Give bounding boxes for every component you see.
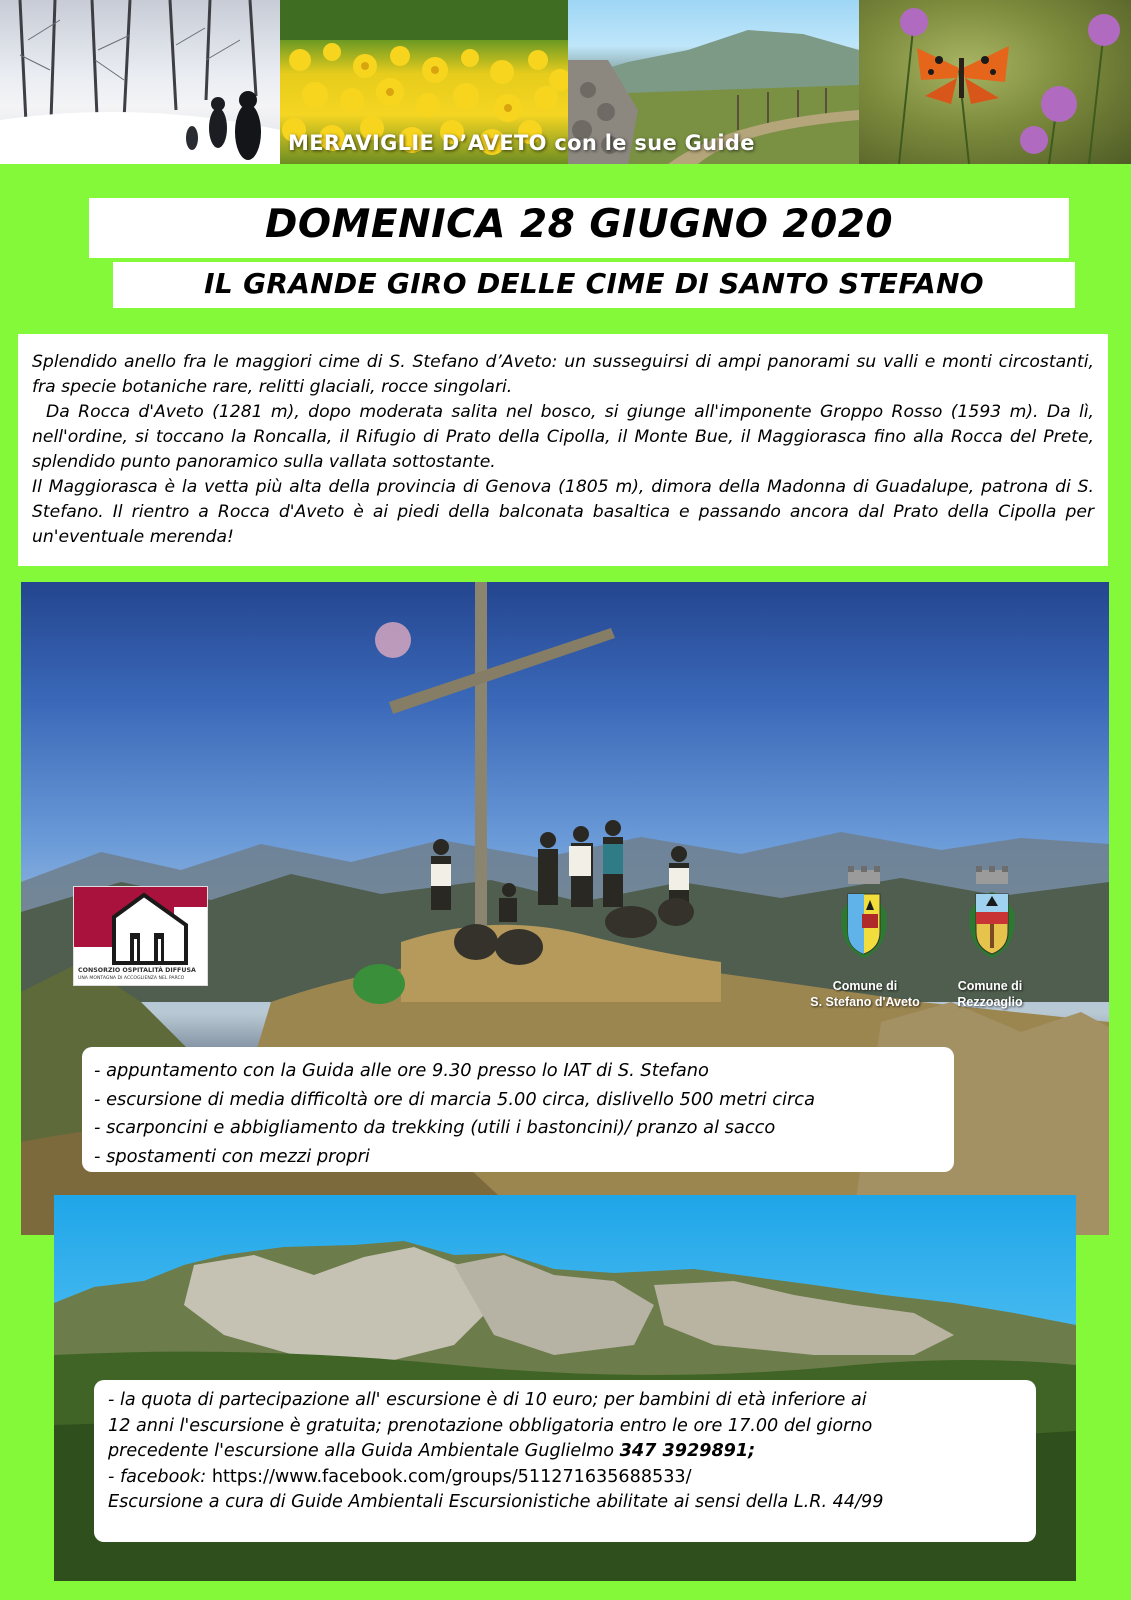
- comune-santo-stefano-line2: S. Stefano d'Aveto: [810, 995, 920, 1009]
- crest-rezzoaglio-icon: [962, 866, 1022, 966]
- photo-butterfly: [859, 0, 1131, 164]
- guide-phone[interactable]: 347 3929891;: [619, 1441, 756, 1461]
- description-box: [18, 334, 1108, 566]
- info-price: - la quota di partecipazione all' escursione è di 10 euro; per bambini di età inferiore ai: [108, 1390, 867, 1410]
- crest-santo-stefano-icon: [834, 866, 894, 966]
- comune-rezzoaglio-line1: Comune di: [957, 979, 1023, 993]
- date-title-box: [89, 198, 1069, 258]
- description-paragraph-2: Da Rocca d'Aveto (1281 m), dopo moderata salita nel bosco, si giunge all'imponente Groppo Rosso (1593 m). Da lì, nell'ordine, si toccano la Roncalla, il Rifugio di Prato della Cipolla, il Monte Bue, il Maggiorasca fino alla Rocca del Prete, splendido punto panoramico sulla vallata sottostante.: [32, 402, 1094, 472]
- comune-santo-stefano-label: [790, 978, 940, 1010]
- comune-santo-stefano-line1: Comune di: [832, 979, 898, 993]
- photo-snow-forest: [0, 0, 280, 164]
- consorzio-logo: [73, 886, 208, 986]
- comune-rezzoaglio-line2: Rezzoaglio: [957, 995, 1023, 1009]
- info-facebook: [108, 1465, 1022, 1491]
- consorzio-name: CONSORZIO OSPITALITÀ DIFFUSA: [78, 967, 196, 974]
- info-children: 12 anni l'escursione è gratuita; prenotazione obbligatoria entro le ore 17.00 del giorno: [108, 1415, 873, 1436]
- event-date: DOMENICA 28 GIUGNO 2020: [265, 202, 893, 247]
- facebook-label: - facebook:: [108, 1466, 212, 1487]
- consorzio-tagline: UNA MONTAGNA DI ACCOGLIENZA NEL PARCO: [78, 976, 185, 981]
- event-title: IL GRANDE GIRO DELLE CIME DI SANTO STEFANO: [204, 267, 984, 300]
- header-photo-strip: [0, 0, 1131, 164]
- detail-equipment: - scarponcini e abbigliamento da trekking (utili i bastoncini)/ pranzo al sacco: [94, 1117, 776, 1138]
- info-guides: Escursione a cura di Guide Ambientali Escursionistiche abilitate ai sensi della L.R. 44/99: [108, 1492, 884, 1512]
- event-details-box: [82, 1047, 954, 1172]
- description-paragraph-3: Il Maggiorasca è la vetta più alta della provincia di Genova (1805 m), dimora della Madonna di Guadalupe, patrona di S. Stefano. Il rientro a Rocca d'Aveto è ai piedi della balconata basaltica e passando ancora dal Prato della Cipolla per un'eventuale merenda!: [32, 477, 1094, 547]
- comune-rezzoaglio-label: [940, 978, 1040, 1010]
- detail-difficulty: - escursione di media difficoltà ore di marcia 5.00 circa, dislivello 500 metri circa: [94, 1088, 815, 1110]
- detail-transport: - spostamenti con mezzi propri: [94, 1145, 370, 1167]
- info-booking: [108, 1439, 1022, 1465]
- subtitle-box: [113, 262, 1075, 308]
- booking-info-box: [94, 1380, 1036, 1542]
- header-caption: MERAVIGLIE D’AVETO con le sue Guide: [288, 131, 755, 155]
- detail-meeting: - appuntamento con la Guida alle ore 9.30 presso lo IAT di S. Stefano: [94, 1060, 709, 1081]
- info-booking-text: precedente l'escursione alla Guida Ambientale Guglielmo: [108, 1441, 620, 1461]
- description-paragraph-1: Splendido anello fra le maggiori cime di S. Stefano d’Aveto: un susseguirsi di ampi panorami su valli e monti circostanti, fra specie botaniche rare, relitti glaciali, rocce singolari.: [32, 352, 1094, 397]
- facebook-link[interactable]: https://www.facebook.com/groups/511271635688533/: [211, 1466, 692, 1487]
